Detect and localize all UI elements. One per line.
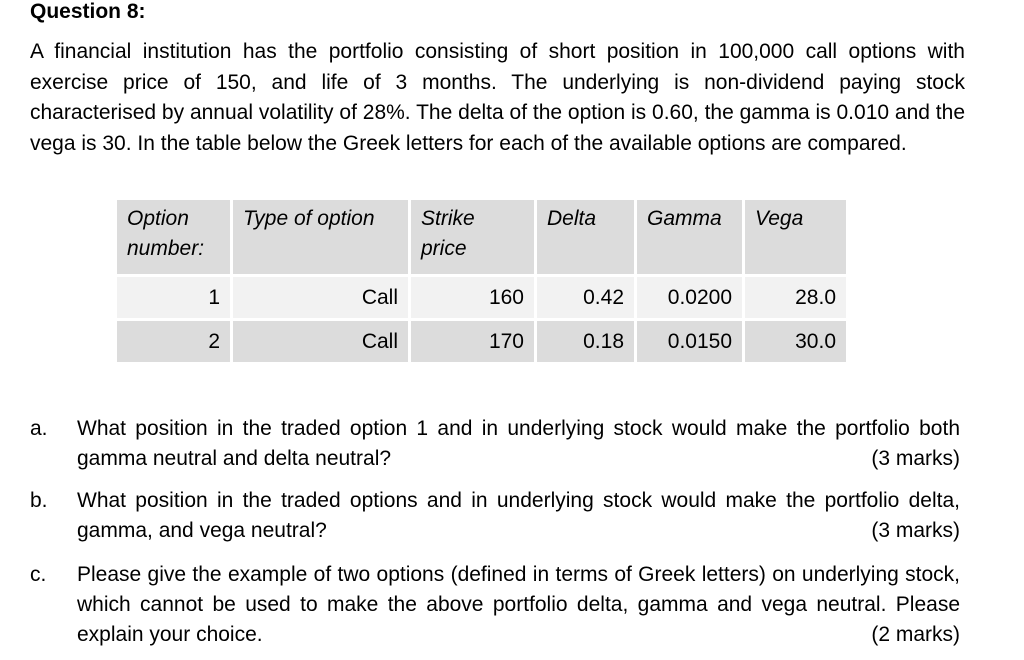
question-heading: Question 8: bbox=[30, 0, 146, 23]
header-vega: Vega bbox=[745, 200, 846, 274]
cell-strike-price: 170 bbox=[411, 321, 534, 362]
header-delta: Delta bbox=[537, 200, 634, 274]
question-marks: (3 marks) bbox=[871, 447, 960, 470]
cell-gamma: 0.0150 bbox=[637, 321, 742, 362]
question-marks: (2 marks) bbox=[871, 623, 960, 646]
question-letter: a. bbox=[30, 417, 48, 440]
header-type-of-option: Type of option bbox=[233, 200, 408, 274]
question-intro: A financial institution has the portfolio consisting of short position in 100,000 call options with exercise price of 150, and life of 3 months. The underlying is non-dividend paying stock characterised by annual volatility of 28%. The delta of the option is 0.60, the gamma is 0.010 and the vega is 30. In the table below the Greek letters for each of the available options are compared. bbox=[30, 40, 965, 155]
table-row bbox=[117, 277, 846, 318]
cell-gamma: 0.0200 bbox=[637, 277, 742, 318]
question-letter: b. bbox=[30, 489, 48, 512]
cell-strike-price: 160 bbox=[411, 277, 534, 318]
cell-option-number: 2 bbox=[117, 321, 230, 362]
cell-option-number: 1 bbox=[117, 277, 230, 318]
header-option-number: Option number: bbox=[117, 200, 230, 274]
question-text: Please give the example of two options (defined in terms of Greek letters) on underlying stock, which cannot be used to make the above portfolio delta, gamma and vega neutral. Please explain your choice. bbox=[77, 563, 960, 646]
cell-delta: 0.18 bbox=[537, 321, 634, 362]
header-gamma: Gamma bbox=[637, 200, 742, 274]
cell-delta: 0.42 bbox=[537, 277, 634, 318]
question-text: What position in the traded option 1 and in underlying stock would make the portfolio both gamma neutral and delta neutral? bbox=[77, 417, 960, 470]
cell-type-of-option: Call bbox=[233, 321, 408, 362]
question-letter: c. bbox=[30, 563, 47, 586]
header-strike-price: Strike price bbox=[411, 200, 534, 274]
table-header-row bbox=[117, 200, 846, 274]
greeks-table bbox=[114, 197, 849, 365]
question-text: What position in the traded options and in underlying stock would make the portfolio delta, gamma, and vega neutral? bbox=[77, 489, 960, 542]
question-marks: (3 marks) bbox=[871, 519, 960, 542]
cell-vega: 28.0 bbox=[745, 277, 846, 318]
cell-vega: 30.0 bbox=[745, 321, 846, 362]
cell-type-of-option: Call bbox=[233, 277, 408, 318]
table-row bbox=[117, 321, 846, 362]
